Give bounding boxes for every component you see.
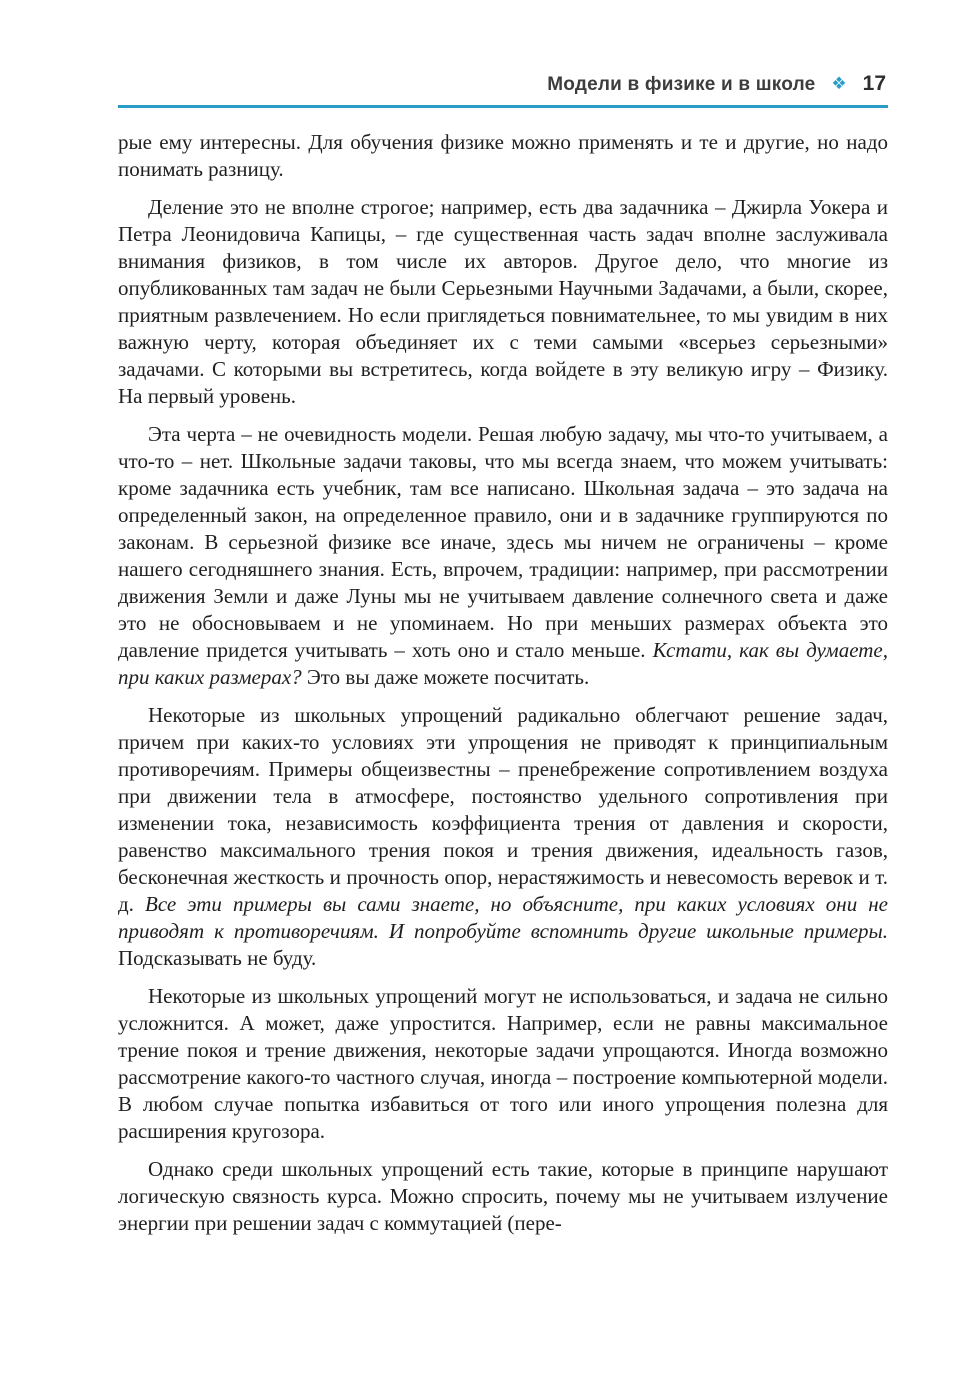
diamond-separator-icon: ❖	[831, 74, 847, 93]
running-title: Модели в физике и в школе	[547, 74, 816, 95]
paragraph	[118, 983, 888, 1145]
running-header	[118, 72, 888, 105]
paragraph	[118, 1156, 888, 1237]
italic-text-run: Кстати, как вы думаете, при каких размерах?	[118, 638, 888, 689]
text-run: Подсказывать не буду.	[118, 946, 317, 970]
paragraph	[118, 194, 888, 410]
header-rule	[118, 105, 888, 108]
text-run: Это вы даже можете посчитать.	[301, 665, 590, 689]
text-run: Некоторые из школьных упрощений радикально облегчают решение задач, причем при каких-то условиях эти упрощения не приводят к принципиальным противоречиям. Примеры общеизвестны – пренебрежение сопротивлением воздуха при движении тела в атмосфере, постоянство удельного сопротивления при изменении тока, независимость коэффициента трения от давления и скорости, равенство максимального трения покоя и трения движения, идеальность газов, бесконечная жесткость и прочность опор, нерастяжимость и невесомость веревок и т. д.	[118, 703, 888, 916]
paragraph	[118, 702, 888, 972]
text-run: Однако среди школьных упрощений есть такие, которые в принципе нарушают логическую связность курса. Можно спросить, почему мы не учитываем излучение энергии при решении задач с коммутацией (пере-	[118, 1157, 888, 1235]
book-page	[118, 72, 888, 1237]
text-run: Некоторые из школьных упрощений могут не использоваться, и задача не сильно усложнится. А может, даже упростится. Например, если не равны максимальное трение покоя и трение движения, некоторые задачи упрощаются. Иногда возможно рассмотрение какого-то частного случая, иногда – построение компьютерной модели. В любом случае попытка избавиться от того или иного упрощения полезна для расширения кругозора.	[118, 984, 888, 1143]
paragraph	[118, 129, 888, 183]
paragraph	[118, 421, 888, 691]
italic-text-run: Все эти примеры вы сами знаете, но объясните, при каких условиях они не приводят к противоречиям. И попробуйте вспомнить другие школьные примеры.	[118, 892, 888, 943]
paragraphs	[118, 129, 888, 1237]
text-run: рые ему интересны. Для обучения физике можно применять и те и другие, но надо понимать разницу.	[118, 130, 888, 181]
text-run: Деление это не вполне строгое; например, есть два задачника – Джирла Уокера и Петра Леонидовича Капицы, – где существенная часть задач вполне заслуживала внимания физиков, в том числе их авторов. Другое дело, что многие из опубликованных там задач не были Серьезными Научными Задачами, а были, скорее, приятным развлечением. Но если приглядеться повнимательнее, то мы увидим в них важную черту, которая объединяет их с теми самыми «всерьез серьезными» задачами. С которыми вы встретитесь, когда войдете в эту великую игру – Физику. На первый уровень.	[118, 195, 888, 408]
page-number: 17	[862, 72, 886, 95]
text-run: Эта черта – не очевидность модели. Решая любую задачу, мы что-то учитываем, а что-то – нет. Школьные задачи таковы, что мы всегда знаем, что можем учитывать: кроме задачника есть учебник, там все написано. Школьная задача – это задача на определенный закон, на определенное правило, они и в задачнике группируются по законам. В серьезной физике все иначе, здесь мы ничем не ограничены – кроме нашего сегодняшнего знания. Есть, впрочем, традиции: например, при рассмотрении движения Земли и даже Луны мы не учитываем давление солнечного света и даже это не обосновываем и не упоминаем. Но при меньших размерах объекта это давление придется учитывать – хоть оно и стало меньше.	[118, 422, 888, 662]
